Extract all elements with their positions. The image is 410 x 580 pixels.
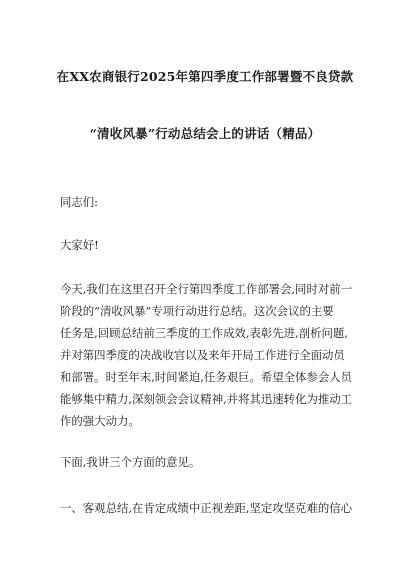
document-title-line-1: 在XX农商银行2025年第四季度工作部署暨不良贷款 xyxy=(56,69,354,84)
paragraph-line: 能够集中精力,深刻领会会议精神,并将其迅速转化为推动工 xyxy=(60,392,353,406)
paragraph-line: 阶段的“清收风暴”专项行动进行总结。这次会议的主要 xyxy=(60,304,334,318)
paragraph-line: 和部署。时至年末,时间紧迫,任务艰巨。希望全体参会人员 xyxy=(60,370,353,384)
document-title-line-2: “清收风暴”行动总结会上的讲话（精品） xyxy=(89,126,321,141)
opening-paragraph xyxy=(60,278,352,432)
paragraph-line: 任务是,回顾总结前三季度的工作成效,表彰先进,剖析问题, xyxy=(60,326,348,340)
paragraph-line: 今天,我们在这里召开全行第四季度工作部署会,同时对前一 xyxy=(60,282,353,296)
paragraph-line: 作的强大动力。 xyxy=(60,414,140,428)
section-1-heading: 一、客观总结,在肯定成绩中正视差距,坚定攻坚克难的信心 xyxy=(60,501,353,515)
salutation: 同志们: xyxy=(60,195,99,209)
greeting: 大家好! xyxy=(60,238,99,252)
paragraph-line: 并对第四季度的决战收官以及来年开局工作进行全面动员 xyxy=(60,348,345,362)
intro-sentence: 下面,我讲三个方面的意见。 xyxy=(60,455,201,469)
